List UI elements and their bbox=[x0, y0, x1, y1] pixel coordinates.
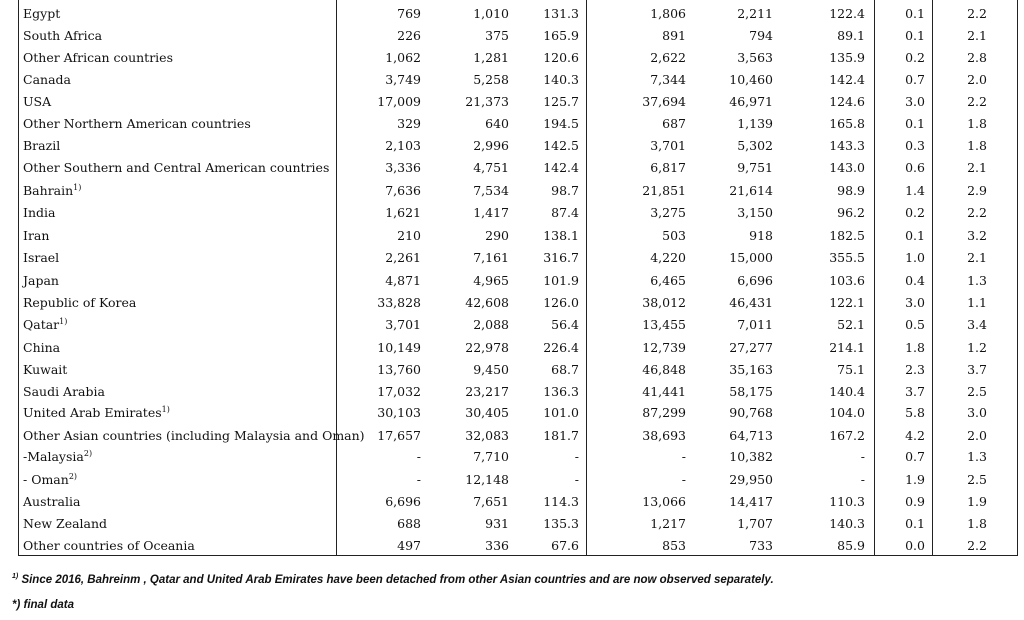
cell-col-7: 3.7 bbox=[905, 384, 925, 399]
cell-col-6: 143.3 bbox=[829, 138, 865, 153]
row-label-text: India bbox=[23, 205, 56, 220]
cell-col-7: 0.7 bbox=[905, 449, 925, 464]
cell-col-7: 4.2 bbox=[905, 428, 925, 443]
row-label bbox=[23, 180, 81, 202]
cell-col-1: 6,696 bbox=[385, 494, 421, 509]
table-row bbox=[0, 47, 1024, 69]
cell-col-2: 5,258 bbox=[473, 72, 509, 87]
cell-col-2: 7,534 bbox=[473, 183, 509, 198]
cell-col-1: 7,636 bbox=[385, 183, 421, 198]
cell-col-4: - bbox=[681, 449, 686, 464]
cell-col-6: 110.3 bbox=[829, 494, 865, 509]
cell-col-3: 194.5 bbox=[543, 116, 579, 131]
cell-col-2: 375 bbox=[485, 28, 509, 43]
cell-col-4: 4,220 bbox=[650, 250, 686, 265]
table-row bbox=[0, 446, 1024, 468]
cell-col-7: 2.3 bbox=[905, 362, 925, 377]
row-label-text: Other Southern and Central American countries bbox=[23, 160, 330, 175]
cell-col-4: 687 bbox=[662, 116, 686, 131]
cell-col-8: 2.1 bbox=[967, 160, 987, 175]
cell-col-6: 124.6 bbox=[829, 94, 865, 109]
cell-col-3: - bbox=[574, 449, 579, 464]
cell-col-6: 85.9 bbox=[837, 538, 865, 553]
cell-col-1: 3,749 bbox=[385, 72, 421, 87]
cell-col-8: 2.1 bbox=[967, 250, 987, 265]
cell-col-4: 13,455 bbox=[642, 317, 686, 332]
cell-col-5: 46,971 bbox=[729, 94, 773, 109]
row-label bbox=[23, 535, 195, 557]
cell-col-3: 136.3 bbox=[543, 384, 579, 399]
cell-col-4: 46,848 bbox=[642, 362, 686, 377]
cell-col-6: 75.1 bbox=[837, 362, 865, 377]
cell-col-3: 67.6 bbox=[551, 538, 579, 553]
cell-col-6: 140.4 bbox=[829, 384, 865, 399]
table-row bbox=[0, 157, 1024, 179]
cell-col-3: - bbox=[574, 472, 579, 487]
row-label-text: Egypt bbox=[23, 6, 61, 21]
cell-col-2: 7,710 bbox=[473, 449, 509, 464]
cell-col-1: - bbox=[416, 472, 421, 487]
row-label bbox=[23, 3, 60, 25]
cell-col-3: 131.3 bbox=[543, 6, 579, 21]
cell-col-7: 0.2 bbox=[905, 50, 925, 65]
cell-col-6: 214.1 bbox=[829, 340, 865, 355]
cell-col-5: 3,563 bbox=[737, 50, 773, 65]
cell-col-2: 640 bbox=[485, 116, 509, 131]
cell-col-7: 1.9 bbox=[905, 472, 925, 487]
row-label bbox=[23, 247, 59, 269]
row-label bbox=[23, 491, 80, 513]
table-row bbox=[0, 425, 1024, 447]
cell-col-8: 1.8 bbox=[967, 138, 987, 153]
cell-col-3: 316.7 bbox=[543, 250, 579, 265]
cell-col-7: 0.7 bbox=[905, 72, 925, 87]
footnote-ref: 2) bbox=[83, 449, 93, 458]
footnote-2-text: *) final data bbox=[12, 599, 74, 611]
cell-col-8: 2.0 bbox=[967, 72, 987, 87]
table-row bbox=[0, 381, 1024, 403]
cell-col-3: 181.7 bbox=[543, 428, 579, 443]
table-row bbox=[0, 469, 1024, 491]
cell-col-3: 140.3 bbox=[543, 72, 579, 87]
cell-col-1: 17,657 bbox=[377, 428, 421, 443]
cell-col-8: 1.3 bbox=[967, 273, 987, 288]
cell-col-5: 794 bbox=[749, 28, 773, 43]
cell-col-6: 104.0 bbox=[829, 405, 865, 420]
cell-col-7: 0.0 bbox=[905, 538, 925, 553]
cell-col-1: 3,336 bbox=[385, 160, 421, 175]
cell-col-2: 32,083 bbox=[465, 428, 509, 443]
cell-col-2: 1,281 bbox=[473, 50, 509, 65]
cell-col-6: - bbox=[860, 449, 865, 464]
footnote-ref: 1) bbox=[73, 183, 82, 192]
row-label bbox=[23, 381, 105, 403]
cell-col-2: 7,161 bbox=[473, 250, 509, 265]
row-label bbox=[23, 25, 102, 47]
cell-col-6: 355.5 bbox=[829, 250, 865, 265]
cell-col-4: 38,012 bbox=[642, 295, 686, 310]
row-label-text: Bahrain bbox=[23, 183, 74, 198]
cell-col-4: 503 bbox=[662, 228, 686, 243]
row-label-text: Israel bbox=[23, 250, 60, 265]
cell-col-6: 142.4 bbox=[829, 72, 865, 87]
cell-col-5: 15,000 bbox=[729, 250, 773, 265]
cell-col-3: 114.3 bbox=[543, 494, 579, 509]
cell-col-7: 0.1 bbox=[905, 516, 925, 531]
cell-col-7: 0.3 bbox=[905, 138, 925, 153]
cell-col-2: 21,373 bbox=[465, 94, 509, 109]
cell-col-6: 52.1 bbox=[837, 317, 865, 332]
row-label-text: Canada bbox=[23, 72, 71, 87]
cell-col-6: - bbox=[860, 472, 865, 487]
row-label bbox=[23, 157, 329, 179]
cell-col-8: 2.5 bbox=[967, 472, 987, 487]
cell-col-5: 7,011 bbox=[737, 317, 773, 332]
cell-col-5: 29,950 bbox=[729, 472, 773, 487]
row-label-text: USA bbox=[23, 94, 52, 109]
cell-col-7: 1.4 bbox=[905, 183, 925, 198]
row-label bbox=[23, 113, 251, 135]
cell-col-1: 4,871 bbox=[385, 273, 421, 288]
cell-col-2: 1,010 bbox=[473, 6, 509, 21]
cell-col-3: 101.0 bbox=[543, 405, 579, 420]
cell-col-1: 226 bbox=[397, 28, 421, 43]
cell-col-8: 2.0 bbox=[967, 428, 987, 443]
cell-col-8: 2.8 bbox=[967, 50, 987, 65]
cell-col-8: 2.2 bbox=[967, 538, 987, 553]
row-label-text: New Zealand bbox=[23, 516, 108, 531]
cell-col-7: 3.0 bbox=[905, 94, 925, 109]
cell-col-1: 329 bbox=[397, 116, 421, 131]
row-label bbox=[23, 47, 173, 69]
cell-col-6: 135.9 bbox=[829, 50, 865, 65]
cell-col-5: 58,175 bbox=[729, 384, 773, 399]
cell-col-5: 21,614 bbox=[729, 183, 773, 198]
cell-col-8: 2.9 bbox=[967, 183, 987, 198]
cell-col-2: 336 bbox=[485, 538, 509, 553]
cell-col-8: 2.5 bbox=[967, 384, 987, 399]
row-label-text: South Africa bbox=[23, 28, 103, 43]
row-label bbox=[23, 337, 60, 359]
cell-col-3: 98.7 bbox=[551, 183, 579, 198]
row-label bbox=[23, 425, 365, 447]
cell-col-8: 2.2 bbox=[967, 205, 987, 220]
cell-col-8: 2.2 bbox=[967, 94, 987, 109]
table-row bbox=[0, 247, 1024, 269]
footnote-ref: 1) bbox=[59, 317, 68, 326]
row-label-text: Republic of Korea bbox=[23, 295, 137, 310]
cell-col-5: 1,139 bbox=[737, 116, 773, 131]
cell-col-7: 5.8 bbox=[905, 405, 925, 420]
cell-col-6: 122.4 bbox=[829, 6, 865, 21]
cell-col-4: 21,851 bbox=[642, 183, 686, 198]
cell-col-7: 0.2 bbox=[905, 205, 925, 220]
row-label-text: Japan bbox=[23, 273, 59, 288]
cell-col-2: 42,608 bbox=[465, 295, 509, 310]
cell-col-1: 10,149 bbox=[377, 340, 421, 355]
cell-col-1: 210 bbox=[397, 228, 421, 243]
row-label-text: - Oman bbox=[23, 472, 69, 487]
cell-col-5: 1,707 bbox=[737, 516, 773, 531]
cell-col-5: 6,696 bbox=[737, 273, 773, 288]
cell-col-6: 122.1 bbox=[829, 295, 865, 310]
cell-col-6: 96.2 bbox=[837, 205, 865, 220]
cell-col-3: 56.4 bbox=[551, 317, 579, 332]
table-row bbox=[0, 113, 1024, 135]
footnote-1-mark: 1) bbox=[12, 573, 19, 580]
cell-col-2: 12,148 bbox=[465, 472, 509, 487]
cell-col-6: 103.6 bbox=[829, 273, 865, 288]
cell-col-8: 3.2 bbox=[967, 228, 987, 243]
cell-col-8: 2.1 bbox=[967, 28, 987, 43]
row-label-text: Saudi Arabia bbox=[23, 384, 105, 399]
cell-col-7: 3.0 bbox=[905, 295, 925, 310]
cell-col-2: 4,965 bbox=[473, 273, 509, 288]
table-row bbox=[0, 225, 1024, 247]
cell-col-5: 918 bbox=[749, 228, 773, 243]
cell-col-4: 6,465 bbox=[650, 273, 686, 288]
row-label-text: Other Northern American countries bbox=[23, 116, 251, 131]
cell-col-2: 290 bbox=[485, 228, 509, 243]
row-label bbox=[23, 292, 136, 314]
cell-col-4: 1,217 bbox=[650, 516, 686, 531]
footnote-ref: 1) bbox=[161, 405, 170, 414]
cell-col-8: 3.0 bbox=[967, 405, 987, 420]
row-label-text: -Malaysia bbox=[23, 449, 84, 464]
cell-col-7: 0.1 bbox=[905, 6, 925, 21]
footnote-1-text: Since 2016, Bahreinm , Qatar and United Arab Emirates have been detached from other Asian countries and are now observed separately. bbox=[21, 574, 774, 586]
table-row bbox=[0, 535, 1024, 557]
cell-col-7: 0.9 bbox=[905, 494, 925, 509]
cell-col-6: 98.9 bbox=[837, 183, 865, 198]
cell-col-5: 733 bbox=[749, 538, 773, 553]
cell-col-4: - bbox=[681, 472, 686, 487]
table-row bbox=[0, 69, 1024, 91]
cell-col-2: 23,217 bbox=[465, 384, 509, 399]
cell-col-5: 64,713 bbox=[729, 428, 773, 443]
cell-col-2: 4,751 bbox=[473, 160, 509, 175]
cell-col-5: 46,431 bbox=[729, 295, 773, 310]
row-label-text: Australia bbox=[23, 494, 81, 509]
row-label-text: China bbox=[23, 340, 61, 355]
row-label bbox=[23, 91, 51, 113]
cell-col-8: 1.8 bbox=[967, 516, 987, 531]
cell-col-8: 1.9 bbox=[967, 494, 987, 509]
cell-col-6: 165.8 bbox=[829, 116, 865, 131]
cell-col-6: 182.5 bbox=[829, 228, 865, 243]
cell-col-5: 2,211 bbox=[737, 6, 773, 21]
cell-col-8: 2.2 bbox=[967, 6, 987, 21]
cell-col-3: 101.9 bbox=[543, 273, 579, 288]
cell-col-3: 138.1 bbox=[543, 228, 579, 243]
cell-col-4: 13,066 bbox=[642, 494, 686, 509]
cell-col-1: 688 bbox=[397, 516, 421, 531]
row-label-text: Other African countries bbox=[23, 50, 173, 65]
cell-col-3: 142.4 bbox=[543, 160, 579, 175]
cell-col-2: 2,088 bbox=[473, 317, 509, 332]
cell-col-1: 17,032 bbox=[377, 384, 421, 399]
cell-col-6: 143.0 bbox=[829, 160, 865, 175]
cell-col-4: 891 bbox=[662, 28, 686, 43]
cell-col-5: 10,382 bbox=[729, 449, 773, 464]
cell-col-3: 165.9 bbox=[543, 28, 579, 43]
cell-col-1: 17,009 bbox=[377, 94, 421, 109]
table-row bbox=[0, 270, 1024, 292]
cell-col-3: 68.7 bbox=[551, 362, 579, 377]
row-label bbox=[23, 359, 67, 381]
cell-col-8: 1.2 bbox=[967, 340, 987, 355]
row-label bbox=[23, 202, 55, 224]
cell-col-7: 0.1 bbox=[905, 116, 925, 131]
cell-col-1: - bbox=[416, 449, 421, 464]
cell-col-6: 140.3 bbox=[829, 516, 865, 531]
cell-col-7: 0.1 bbox=[905, 28, 925, 43]
cell-col-8: 1.3 bbox=[967, 449, 987, 464]
cell-col-5: 10,460 bbox=[729, 72, 773, 87]
cell-col-5: 90,768 bbox=[729, 405, 773, 420]
cell-col-4: 12,739 bbox=[642, 340, 686, 355]
cell-col-1: 13,760 bbox=[377, 362, 421, 377]
cell-col-2: 9,450 bbox=[473, 362, 509, 377]
cell-col-8: 1.1 bbox=[967, 295, 987, 310]
cell-col-2: 931 bbox=[485, 516, 509, 531]
row-label bbox=[23, 402, 170, 424]
cell-col-8: 3.7 bbox=[967, 362, 987, 377]
cell-col-7: 1.8 bbox=[905, 340, 925, 355]
cell-col-2: 7,651 bbox=[473, 494, 509, 509]
row-label-text: Qatar bbox=[23, 317, 60, 332]
cell-col-4: 41,441 bbox=[642, 384, 686, 399]
row-label bbox=[23, 314, 67, 336]
table-row bbox=[0, 3, 1024, 25]
table-row bbox=[0, 491, 1024, 513]
row-label-text: Iran bbox=[23, 228, 50, 243]
table-row bbox=[0, 513, 1024, 535]
footnote-ref: 2) bbox=[68, 472, 78, 481]
row-label-text: Other countries of Oceania bbox=[23, 538, 195, 553]
row-label-text: United Arab Emirates bbox=[23, 405, 162, 420]
cell-col-1: 2,103 bbox=[385, 138, 421, 153]
cell-col-3: 135.3 bbox=[543, 516, 579, 531]
cell-col-5: 14,417 bbox=[729, 494, 773, 509]
cell-col-4: 853 bbox=[662, 538, 686, 553]
cell-col-4: 1,806 bbox=[650, 6, 686, 21]
cell-col-3: 120.6 bbox=[543, 50, 579, 65]
table-row bbox=[0, 402, 1024, 424]
cell-col-5: 35,163 bbox=[729, 362, 773, 377]
cell-col-1: 2,261 bbox=[385, 250, 421, 265]
table-row bbox=[0, 91, 1024, 113]
row-label bbox=[23, 225, 49, 247]
cell-col-7: 0.1 bbox=[905, 228, 925, 243]
cell-col-4: 87,299 bbox=[642, 405, 686, 420]
cell-col-8: 1.8 bbox=[967, 116, 987, 131]
table-row bbox=[0, 25, 1024, 47]
table-row bbox=[0, 337, 1024, 359]
cell-col-5: 3,150 bbox=[737, 205, 773, 220]
cell-col-4: 7,344 bbox=[650, 72, 686, 87]
cell-col-5: 27,277 bbox=[729, 340, 773, 355]
row-label bbox=[23, 135, 60, 157]
row-label bbox=[23, 446, 92, 468]
cell-col-5: 5,302 bbox=[737, 138, 773, 153]
table-row bbox=[0, 135, 1024, 157]
cell-col-6: 89.1 bbox=[837, 28, 865, 43]
row-label bbox=[23, 513, 107, 535]
cell-col-1: 30,103 bbox=[377, 405, 421, 420]
cell-col-7: 1.0 bbox=[905, 250, 925, 265]
footnote-1 bbox=[12, 574, 774, 586]
cell-col-7: 0.6 bbox=[905, 160, 925, 175]
row-label-text: Brazil bbox=[23, 138, 61, 153]
cell-col-2: 1,417 bbox=[473, 205, 509, 220]
cell-col-6: 167.2 bbox=[829, 428, 865, 443]
cell-col-4: 6,817 bbox=[650, 160, 686, 175]
row-label bbox=[23, 469, 77, 491]
cell-col-3: 87.4 bbox=[551, 205, 579, 220]
cell-col-8: 3.4 bbox=[967, 317, 987, 332]
cell-col-3: 226.4 bbox=[543, 340, 579, 355]
table-row bbox=[0, 314, 1024, 336]
cell-col-4: 38,693 bbox=[642, 428, 686, 443]
cell-col-4: 3,701 bbox=[650, 138, 686, 153]
row-label bbox=[23, 69, 71, 91]
cell-col-4: 2,622 bbox=[650, 50, 686, 65]
cell-col-7: 0.4 bbox=[905, 273, 925, 288]
cell-col-4: 37,694 bbox=[642, 94, 686, 109]
cell-col-1: 769 bbox=[397, 6, 421, 21]
cell-col-5: 9,751 bbox=[737, 160, 773, 175]
cell-col-1: 33,828 bbox=[377, 295, 421, 310]
row-label-text: Other Asian countries (including Malaysia and Oman) bbox=[23, 428, 365, 443]
cell-col-1: 1,621 bbox=[385, 205, 421, 220]
cell-col-1: 1,062 bbox=[385, 50, 421, 65]
cell-col-1: 3,701 bbox=[385, 317, 421, 332]
cell-col-2: 2,996 bbox=[473, 138, 509, 153]
cell-col-2: 22,978 bbox=[465, 340, 509, 355]
table-row bbox=[0, 180, 1024, 202]
table-row bbox=[0, 359, 1024, 381]
cell-col-1: 497 bbox=[397, 538, 421, 553]
cell-col-2: 30,405 bbox=[465, 405, 509, 420]
cell-col-3: 126.0 bbox=[543, 295, 579, 310]
row-label-text: Kuwait bbox=[23, 362, 68, 377]
table-row bbox=[0, 202, 1024, 224]
cell-col-3: 142.5 bbox=[543, 138, 579, 153]
row-label bbox=[23, 270, 59, 292]
footnote-2 bbox=[12, 599, 74, 611]
cell-col-4: 3,275 bbox=[650, 205, 686, 220]
cell-col-7: 0.5 bbox=[905, 317, 925, 332]
table-row bbox=[0, 292, 1024, 314]
cell-col-3: 125.7 bbox=[543, 94, 579, 109]
